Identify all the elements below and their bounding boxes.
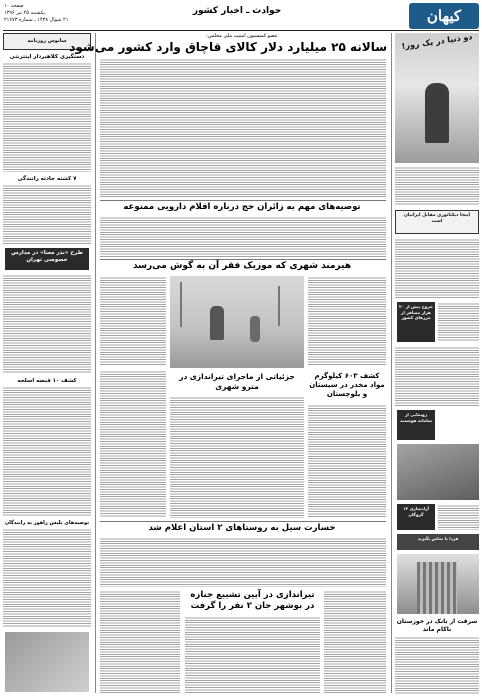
left-body-5 [3, 528, 91, 628]
left-h4: توصیه‌های پلیس راهور به رانندگان [4, 520, 90, 526]
lead-title: سالانه ۲۵ میلیارد دلار کالای قاچاق وارد کشور می‌شود [69, 40, 387, 54]
right-body-1 [395, 166, 479, 206]
date-line: یکشنبه ۲۵ تیر ۱۳۹۶ [4, 10, 45, 16]
feature-photo [395, 33, 479, 163]
left-h1: دستگیری کلاهبردار اینترنتی [9, 54, 85, 60]
left-photo [5, 632, 89, 692]
left-body-1 [3, 62, 91, 172]
issue-line: ۲۱ شوال ۱۴۳۸ ـ شماره ۲۱۶۷۳ [4, 17, 69, 23]
column-body-a [100, 370, 166, 518]
lead-body [100, 58, 386, 198]
right-photo-1 [397, 444, 479, 500]
right-box-d: فردا با تماس بگیرید [397, 534, 479, 550]
story8-title: سرقت از بانک در خوزستان ناکام ماند [396, 618, 478, 633]
logo-text: کیهان [426, 7, 462, 25]
story6-body [100, 537, 386, 587]
masthead-logo [409, 3, 479, 29]
right-photo-2 [397, 554, 479, 614]
right-note-box: اینجا دیکتاتوری مقابل ایرانیان است [395, 210, 479, 234]
page-number: صفحه ۱۰ [4, 3, 24, 9]
right-body-5 [438, 504, 479, 530]
story7-title: تیراندازی در آیین تشییع جنازه در بوشهر جان ۲ نفر را گرفت [190, 590, 315, 611]
story4-title: جزئیاتی از ماجرای تیراندازی در مترو شهری [179, 372, 295, 391]
story7-body [185, 616, 320, 694]
story5-body [308, 404, 386, 518]
column-body-b [100, 590, 180, 694]
right-body-6 [395, 636, 479, 694]
right-body-2 [395, 238, 479, 298]
right-box-b: رونمایی از سامانه هوشمند [397, 410, 435, 440]
story3-title: هیرمند شهری که موزیک فقر آن به گوش می‌رسد [132, 261, 352, 271]
lead-kicker: عضو کمیسیون امنیت ملی مجلس: [206, 33, 278, 39]
story2-title: توصیه‌های مهم به زائران حج درباره اقلام دارویی ممنوعه [123, 202, 361, 212]
right-body-4 [395, 346, 479, 406]
left-box-title: طرح «نذر معنا» در مدارس خصوصی تهران [5, 248, 89, 270]
right-body-3 [438, 302, 479, 342]
masthead-info [4, 3, 99, 24]
left-ad-box: ساتوس روزنامه [3, 33, 91, 50]
feature-title: دو دنیا در یک روز! [401, 32, 473, 51]
left-h3: کشف ۱۰ قبضه اسلحه [17, 378, 77, 384]
story4-body [170, 396, 304, 518]
left-h2: ۷ کشته حادثه رانندگی [17, 176, 77, 182]
column-body-c [324, 590, 386, 694]
story3-photo [170, 276, 304, 368]
right-box-c: آزادسازی ۱۲ گروگان [397, 504, 435, 530]
story3-body-right [308, 276, 386, 366]
right-box-a: خروج بیش از ۲۰ هزار مسافر از مرزهای کشور [397, 302, 435, 342]
story6-title: خسارت سیل به روستاهای ۲ استان اعلام شد [148, 523, 336, 533]
left-body-4 [3, 386, 91, 516]
story3-body-left [100, 276, 166, 366]
section-title: حوادث ـ اخبار کشور [192, 6, 282, 16]
story2-body [100, 216, 386, 258]
story5-title: کشف ۶۰۳ کیلوگرم مواد مخدر در سیستان و بلوچستان [309, 372, 385, 398]
left-body-3 [3, 274, 91, 374]
left-body-2 [3, 184, 91, 244]
